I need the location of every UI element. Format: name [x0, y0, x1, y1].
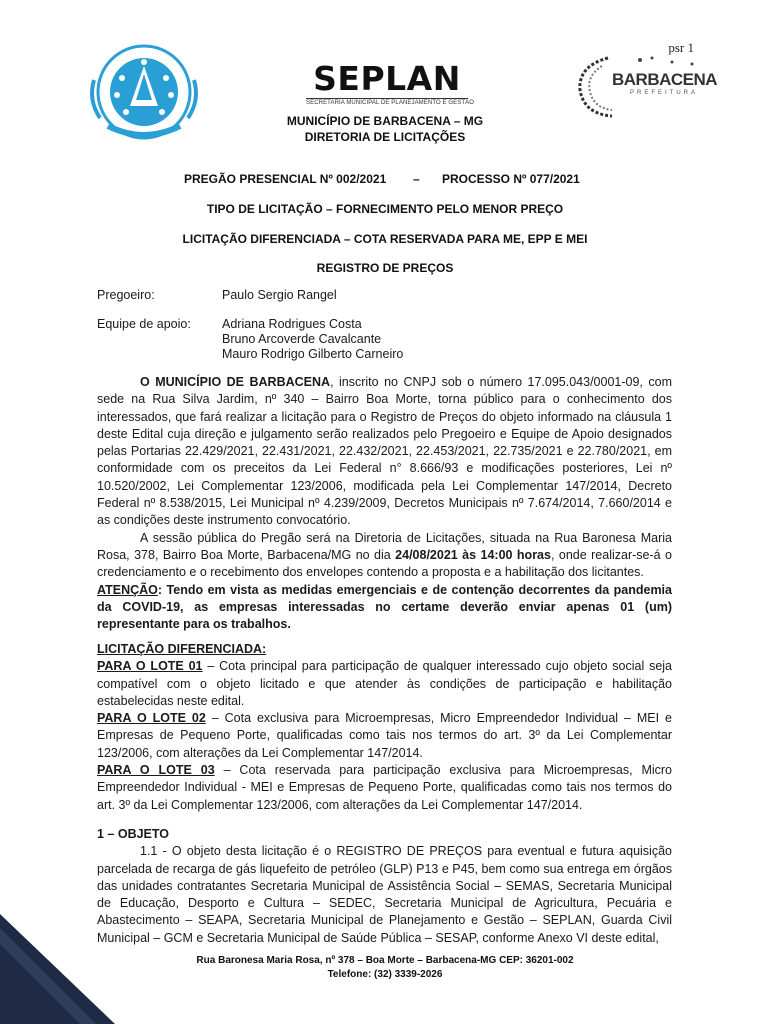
intro-paragraph	[97, 374, 672, 633]
equipe-label: Equipe de apoio:	[97, 317, 191, 331]
lote3-text: – Cota reservada para participação exclusiva para Microempresas, Micro Empreendedor Individual - MEI e Empresas de Pequeno Porte, qualificadas como tais nos termos do art. 3º da Lei Complementar 123/2006, com alterações da Lei Complementar 147/2014.	[97, 763, 673, 812]
objeto-heading: 1 – OBJETO	[97, 827, 170, 841]
licitacao-diferenciada-heading: LICITAÇÃO DIFERENCIADA:	[97, 642, 267, 656]
seplan-logo	[306, 59, 474, 106]
page-marker: psr 1	[668, 40, 694, 55]
barbacena-sub: PREFEITURA	[630, 90, 699, 96]
title-dash: –	[413, 172, 420, 186]
pregoeiro-name: Paulo Sergio Rangel	[222, 288, 337, 302]
footer-address: Rua Baronesa Maria Rosa, nº 378 – Boa Morte – Barbacena-MG CEP: 36201-002	[196, 955, 574, 966]
equipe-member: Adriana Rodrigues Costa	[222, 317, 362, 331]
seplan-subtitle: SECRETARIA MUNICIPAL DE PLANEJAMENTO E GESTÃO	[306, 100, 474, 106]
lote3-label: PARA O LOTE 03	[97, 763, 215, 778]
seplan-name: SEPLAN	[313, 59, 461, 98]
licitacao-diferenciada-title: LICITAÇÃO DIFERENCIADA – COTA RESERVADA PARA ME, EPP E MEI	[182, 232, 588, 246]
attention-text: : Tendo em vista as medidas emergenciais e de contenção decorrentes da pandemia da COVID-19, as empresas interessadas no certame deverão enviar apenas 01 (um) representante para os trabalhos.	[97, 582, 672, 632]
footer-phone: Telefone: (32) 3339-2026	[327, 969, 443, 980]
barbacena-logo	[572, 52, 718, 122]
barbacena-name: BARBACENA	[612, 70, 718, 89]
objeto-text: 1.1 - O objeto desta licitação é o REGISTRO DE PREÇOS para eventual e futura aquisição parcelada de recarga de gás liquefeito de petróleo (GLP) P13 e P45, bem como sua entrega em órgãos das unidades contratantes Secretaria Municipal de Assistência Social – SEMAS, Secretaria Municipal de Educação, Desporto e Cultura – SEDEC, Secretaria Municipal de Agricultura, Pecuária e Abastecimento – SEAPA, Secretaria Municipal de Planejamento e Gestão – SEPLAN, Guarda Civil Municipal – GCM e Secretaria Municipal de Saúde Pública – SESAP, conforme Anexo VI deste edital,	[97, 844, 672, 945]
corner-decoration	[0, 914, 115, 1024]
intro-text: , inscrito no CNPJ sob o número 17.095.043/0001-09, com sede na Rua Silva Jardim, nº 340 – Bairro Boa Morte, torna público para o conhecimento dos interessados, que fará realizar a licitação para o Registro de Preços do objeto informado na cláusula 1 deste Edital cuja direção e julgamento serão realizados pelo Pregoeiro e Equipe de Apoio designados pelas Portarias 22.429/2021, 22.431/2021, 22.432/2021, 22.453/2021, 22.735/2021 e 22.780/2021, em conformidade com os preceitos da Lei Federal n° 8.666/93 e modificações posteriores, Lei nº 10.520/2002, Lei Complementar 123/2006, modificada pela Lei Complementar 147/2014, Decreto Federal nº 8.538/2015, Lei Municipal nº 4.239/2009, Decretos Municipais nº 7.674/2014, 7.660/2014 e as condições deste instrumento convocatório.	[97, 375, 672, 528]
pregoeiro-label: Pregoeiro:	[97, 288, 155, 302]
equipe-member: Bruno Arcoverde Cavalcante	[222, 332, 382, 346]
pregao-title: PREGÃO PRESENCIAL Nº 002/2021	[184, 172, 387, 186]
tipo-licitacao: TIPO DE LICITAÇÃO – FORNECIMENTO PELO MENOR PREÇO	[206, 202, 564, 216]
municipality-name: O MUNICÍPIO DE BARBACENA	[140, 375, 331, 389]
processo-title: PROCESSO Nº 077/2021	[442, 172, 580, 186]
objeto-section	[97, 826, 672, 947]
registro-precos-title: REGISTRO DE PREÇOS	[316, 261, 454, 275]
session-text: A sessão pública do Pregão será na Diretoria de Licitações, situada na Rua Baronesa Maria Rosa, 378, Bairro Boa Morte, Barbacena/MG no dia	[97, 530, 672, 562]
lote1-text: – Cota principal para participação de qualquer interessado cujo objeto social seja compatível com o objeto licitado e que atender às condições de participação e habilitação estabelecidas neste edital.	[97, 659, 672, 708]
session-text-end: , onde realizar-se-á o credenciamento e o recebimento dos envelopes contendo a proposta e a habilitação dos licitantes.	[97, 547, 672, 580]
lote2-text: – Cota exclusiva para Microempresas, Micro Empreendedor Individual – MEI e Empresas de Pequeno Porte, qualificadas como tais nos termos do art. 3º da Lei Complementar 123/2006, com alterações da Lei Complementar 147/2014.	[97, 711, 672, 760]
department-heading: DIRETORIA DE LICITAÇÕES	[304, 130, 466, 144]
equipe-member: Mauro Rodrigo Gilberto Carneiro	[222, 347, 404, 361]
lote2-label: PARA O LOTE 02	[97, 711, 206, 726]
lots-section	[97, 641, 672, 814]
lote1-label: PARA O LOTE 01	[97, 659, 203, 674]
municipality-heading: MUNICÍPIO DE BARBACENA – MG	[286, 114, 484, 128]
attention-label: ATENÇÃO	[97, 582, 158, 597]
session-date: 24/08/2021 às 14:00 horas	[395, 547, 551, 562]
